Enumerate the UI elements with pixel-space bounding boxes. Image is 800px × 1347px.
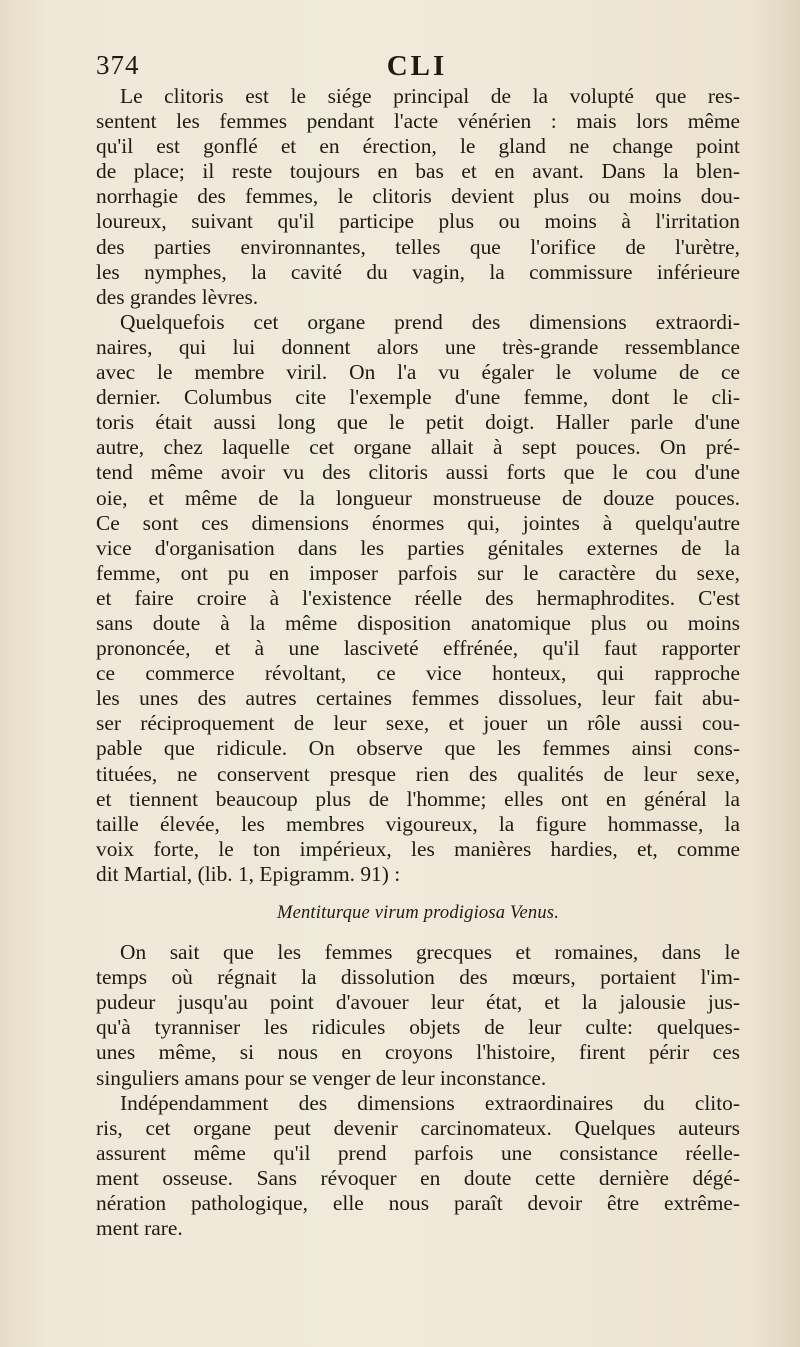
text-line: sentent les femmes pendant l'acte vénérien : mais lors même	[96, 109, 740, 134]
text-line: assurent même qu'il prend parfois une consistance réelle-	[96, 1140, 740, 1165]
text-line: autre, chez laquelle cet organe allait à sept pouces. On pré-	[96, 435, 740, 460]
text-line: pudeur jusqu'au point d'avouer leur état, et la jalousie jus-	[96, 990, 740, 1015]
body-text	[96, 84, 740, 1241]
text-line: Indépendamment des dimensions extraordinaires du clito-	[120, 1090, 740, 1115]
text-line: les unes des autres certaines femmes dissolues, leur fait abu-	[96, 686, 740, 711]
text-line: et faire croire à l'existence réelle des hermaphrodites. C'est	[96, 585, 740, 610]
text-line: ser réciproquement de leur sexe, et jouer un rôle aussi cou-	[96, 711, 740, 736]
text-line: prononcée, et à une lasciveté effrénée, qu'il faut rapporter	[96, 636, 740, 661]
text-line: sans doute à la même disposition anatomique plus ou moins	[96, 610, 740, 635]
text-line: et tiennent beaucoup plus de l'homme; elles ont en général la	[96, 786, 740, 811]
text-line: norrhagie des femmes, le clitoris devient plus ou moins dou-	[96, 184, 740, 209]
text-line: vice d'organisation dans les parties génitales externes de la	[96, 535, 740, 560]
text-line: oie, et même de la longueur monstrueuse de douze pouces.	[96, 485, 740, 510]
text-line: dernier. Columbus cite l'exemple d'une femme, dont le cli-	[96, 385, 740, 410]
text-line: ment rare.	[96, 1216, 183, 1241]
text-line: des grandes lèvres.	[96, 284, 259, 309]
text-line: loureux, suivant qu'il participe plus ou moins à l'irritation	[96, 209, 740, 234]
text-line: On sait que les femmes grecques et romaines, dans le	[120, 940, 740, 965]
text-line: unes même, si nous en croyons l'histoire, firent périr ces	[96, 1040, 740, 1065]
text-line: naires, qui lui donnent alors une très-grande ressemblance	[96, 334, 740, 359]
text-line: dit Martial, (lib. 1, Epigramm. 91) :	[96, 861, 401, 886]
running-head: CLI	[386, 50, 448, 82]
text-line: toris était aussi long que le petit doigt. Haller parle d'une	[96, 410, 740, 435]
text-line: pable que ridicule. On observe que les femmes ainsi cons-	[96, 736, 740, 761]
page-number: 374	[96, 50, 140, 80]
text-line: Quelquefois cet organe prend des dimensions extraordi-	[120, 309, 740, 334]
text-line: ment osseuse. Sans révoquer en doute cette dernière dégé-	[96, 1165, 740, 1190]
text-line: Ce sont ces dimensions énormes qui, jointes à quelqu'autre	[96, 510, 740, 535]
text-line: qu'il est gonflé et en érection, le gland ne change point	[96, 134, 740, 159]
text-line: avec le membre viril. On l'a vu égaler le volume de ce	[96, 360, 740, 385]
text-line: voix forte, le ton impérieux, les manières hardies, et, comme	[96, 836, 740, 861]
text-line: singuliers amans pour se venger de leur inconstance.	[96, 1065, 547, 1090]
text-line: temps où régnait la dissolution des mœurs, portaient l'im-	[96, 965, 740, 990]
text-line: ris, cet organe peut devenir carcinomateux. Quelques auteurs	[96, 1115, 740, 1140]
epigram-quote: Mentiturque virum prodigiosa Venus.	[276, 903, 560, 923]
text-line: tend même avoir vu des clitoris aussi forts que le cou d'une	[96, 460, 740, 485]
text-line: de place; il reste toujours en bas et en avant. Dans la blen-	[96, 159, 740, 184]
text-line: les nymphes, la cavité du vagin, la commissure inférieure	[96, 259, 740, 284]
text-line: femme, ont pu en imposer parfois sur le caractère du sexe,	[96, 560, 740, 585]
text-line: des parties environnantes, telles que l'orifice de l'urètre,	[96, 234, 740, 259]
text-line: tituées, ne conservent presque rien des qualités de leur sexe,	[96, 761, 740, 786]
text-line: Le clitoris est le siége principal de la volupté que res-	[120, 84, 740, 108]
text-line: taille élevée, les membres vigoureux, la figure hommasse, la	[96, 811, 740, 836]
text-line: qu'à tyranniser les ridicules objets de leur culte: quelques-	[96, 1015, 740, 1040]
text-line: ce commerce révoltant, ce vice honteux, qui rapproche	[96, 661, 740, 686]
text-line: nération pathologique, elle nous paraît devoir être extrême-	[96, 1191, 740, 1216]
